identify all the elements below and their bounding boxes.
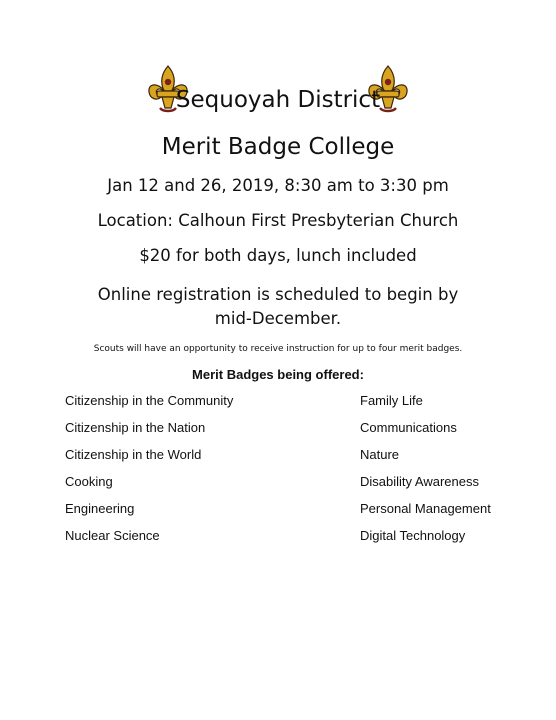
- list-item: Digital Technology: [360, 528, 466, 543]
- event-location: Location: Calhoun First Presbyterian Church: [97, 211, 459, 230]
- list-item: Communications: [360, 420, 457, 435]
- list-item: Citizenship in the Nation: [65, 420, 206, 435]
- badges-heading: Merit Badges being offered:: [192, 367, 364, 382]
- scouts-note: Scouts will have an opportunity to receive instruction for up to four merit badges.: [93, 344, 463, 354]
- event-price: $20 for both days, lunch included: [139, 246, 417, 265]
- district-title: Sequoyah District: [175, 87, 381, 113]
- list-item: Nature: [360, 447, 400, 462]
- list-item: Citizenship in the World: [65, 447, 202, 462]
- list-item: Nuclear Science: [65, 528, 160, 543]
- header-row: [0, 62, 556, 122]
- list-item: Disability Awareness: [360, 474, 479, 489]
- badge-list-right: [360, 392, 491, 554]
- list-item: Family Life: [360, 393, 423, 408]
- event-title: Merit Badge College: [161, 134, 395, 160]
- badge-list-left: [65, 392, 233, 554]
- list-item: Cooking: [65, 474, 113, 489]
- list-item: Personal Management: [360, 501, 491, 516]
- registration-note: Online registration is scheduled to begin by mid-December.: [97, 285, 459, 328]
- list-item: Engineering: [65, 501, 135, 516]
- list-item: Citizenship in the Community: [65, 393, 234, 408]
- event-dates: Jan 12 and 26, 2019, 8:30 am to 3:30 pm: [107, 176, 449, 195]
